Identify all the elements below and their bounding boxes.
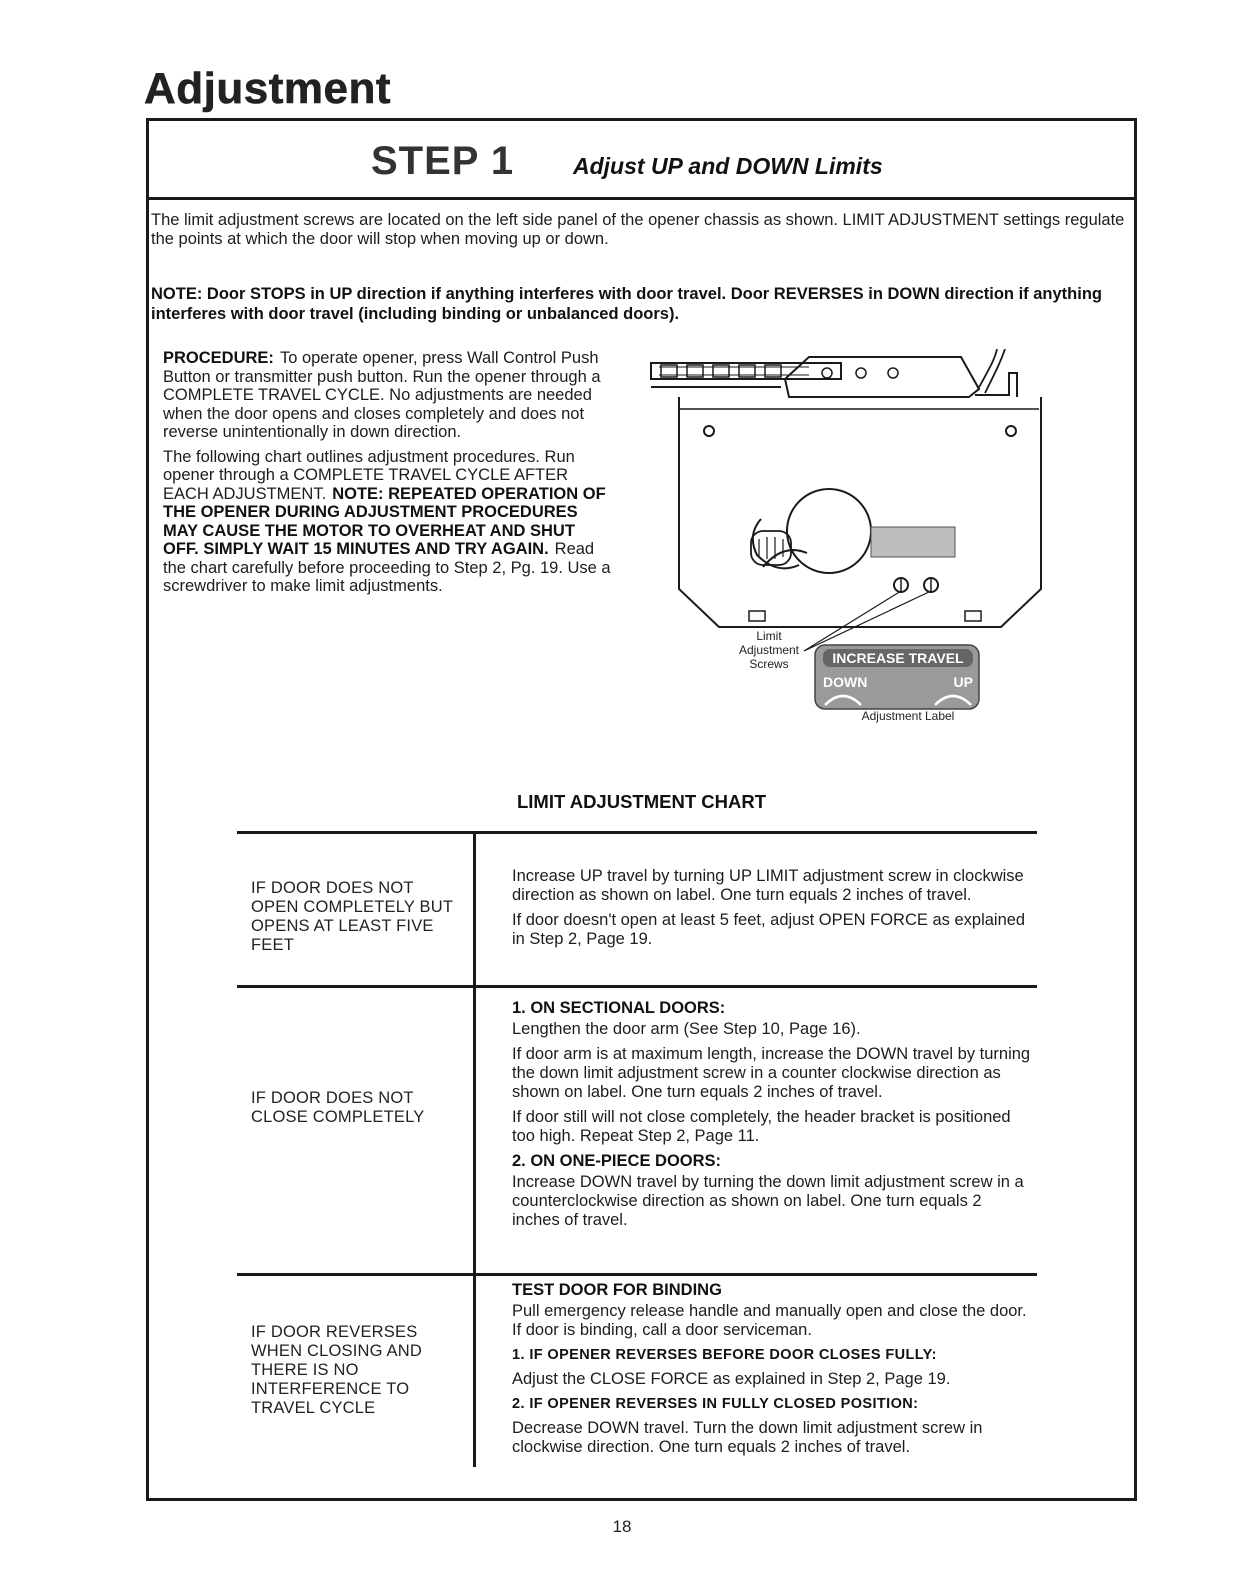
row-1-action [512,867,1032,955]
row-3-action-3: Decrease DOWN travel. Turn the down limit adjustment screw in clockwise direction. One turn equals 2 inches of travel. [512,1419,983,1456]
row-3-heading-3: 2. IF OPENER REVERSES IN FULLY CLOSED POSITION: [512,1396,919,1412]
label-increase-travel: INCREASE TRAVEL [832,650,964,666]
row-3-action [512,1281,1032,1463]
row-2-action [512,999,1032,1236]
procedure-paragraph-2 [163,448,611,596]
row-1-condition: IF DOOR DOES NOT OPEN COMPLETELY BUT OPENS AT LEAST FIVE FEET [251,879,453,954]
label-up: UP [953,674,973,690]
row-2-action-4: Increase DOWN travel by turning the down limit adjustment screw in a counterclockwise direction as shown on label. One turn equals 2 inches of travel. [512,1173,1024,1229]
opener-chassis-diagram [639,349,1059,729]
procedure-paragraph-1 [163,349,611,442]
chassis-screw [1006,426,1016,436]
page-number: 18 [612,1517,632,1536]
chassis-screw [704,426,714,436]
row-3-action-2: Adjust the CLOSE FORCE as explained in Step 2, Page 19. [512,1370,951,1388]
row-3-condition: IF DOOR REVERSES WHEN CLOSING AND THERE IS NO INTERFERENCE TO TRAVEL CYCLE [251,1323,422,1417]
procedure-warning: NOTE: REPEATED OPERATION OF THE OPENER DURING ADJUSTMENT PROCEDURES MAY CAUSE THE MOTOR TO OVERHEAT AND SHUT OFF. SIMPLY WAIT 15 MINUTES AND TRY AGAIN. [163,484,606,558]
step-box [146,118,1137,1501]
limit-screws-label: Limit Adjustment Screws [738,629,800,671]
row-1-action-1: Increase UP travel by turning UP LIMIT adjustment screw in clockwise direction as shown on label. One turn equals 2 inches of travel. [512,867,1024,904]
row-2-action-1: Lengthen the door arm (See Step 10, Page 16). [512,1020,861,1038]
procedure-text-3: Read the chart carefully before proceeding to Step 2, Pg. 19. Use a screwdriver to make limit adjustments. [163,540,611,595]
row-3-action-1: Pull emergency release handle and manually open and close the door. If door is binding, call a door serviceman. [512,1302,1027,1339]
row-2-action-2: If door arm is at maximum length, increase the DOWN travel by turning the down limit adjustment screw in a counter clockwise direction as shown on label. One turn equals 2 inches of travel. [512,1045,1031,1101]
chart-rule [237,1273,1037,1276]
row-1-action-2: If door doesn't open at least 5 feet, adjust OPEN FORCE as explained in Step 2, Page 19. [512,911,1026,948]
row-2-action-3: If door still will not close completely, the header bracket is positioned too high. Repeat Step 2, Page 11. [512,1108,1011,1145]
label-down: DOWN [823,674,868,690]
procedure-text-1: To operate opener, press Wall Control Push Button or transmitter push button. Run the opener through a COMPLETE TRAVEL CYCLE. No adjustments are needed when the door opens and closes completely and does not reverse unintentionally in down direction. [163,349,601,441]
procedure-label: PROCEDURE: [163,349,274,367]
intro-text: The limit adjustment screws are located on the left side panel of the opener chassis as shown. LIMIT ADJUSTMENT settings regulate the points at which the door will stop when moving up or down. [151,211,1125,248]
chart-divider [473,831,476,1467]
note-text: NOTE: Door STOPS in UP direction if anything interferes with door travel. Door REVERSES in DOWN direction if anything interferes with door travel (including binding or unbalanced doors). [151,285,1102,323]
row-3-heading-2: 1. IF OPENER REVERSES BEFORE DOOR CLOSES FULLY: [512,1347,937,1363]
row-2-heading-2: 2. ON ONE-PIECE DOORS: [512,1152,722,1170]
procedure-text-2: The following chart outlines adjustment procedures. Run opener through a COMPLETE TRAVEL CYCLE AFTER EACH ADJUSTMENT. [163,447,575,503]
chart-rule [237,831,1037,834]
step-label: STEP 1 [371,139,515,183]
adjustment-label-graphic [815,645,979,709]
page-title: Adjustment [144,64,391,113]
row-3-heading-1: TEST DOOR FOR BINDING [512,1281,722,1299]
adjustment-label-caption: Adjustment Label [861,709,955,723]
light-bulb [787,489,871,573]
chassis-body [679,397,1041,627]
chart-rule [237,985,1037,988]
step-title: Adjust UP and DOWN Limits [573,153,883,179]
row-2-condition: IF DOOR DOES NOT CLOSE COMPLETELY [251,1089,425,1126]
chart-title: LIMIT ADJUSTMENT CHART [516,791,767,812]
step-header [149,121,1134,200]
row-2-heading-1: 1. ON SECTIONAL DOORS: [512,999,726,1017]
procedure-block [163,349,611,602]
